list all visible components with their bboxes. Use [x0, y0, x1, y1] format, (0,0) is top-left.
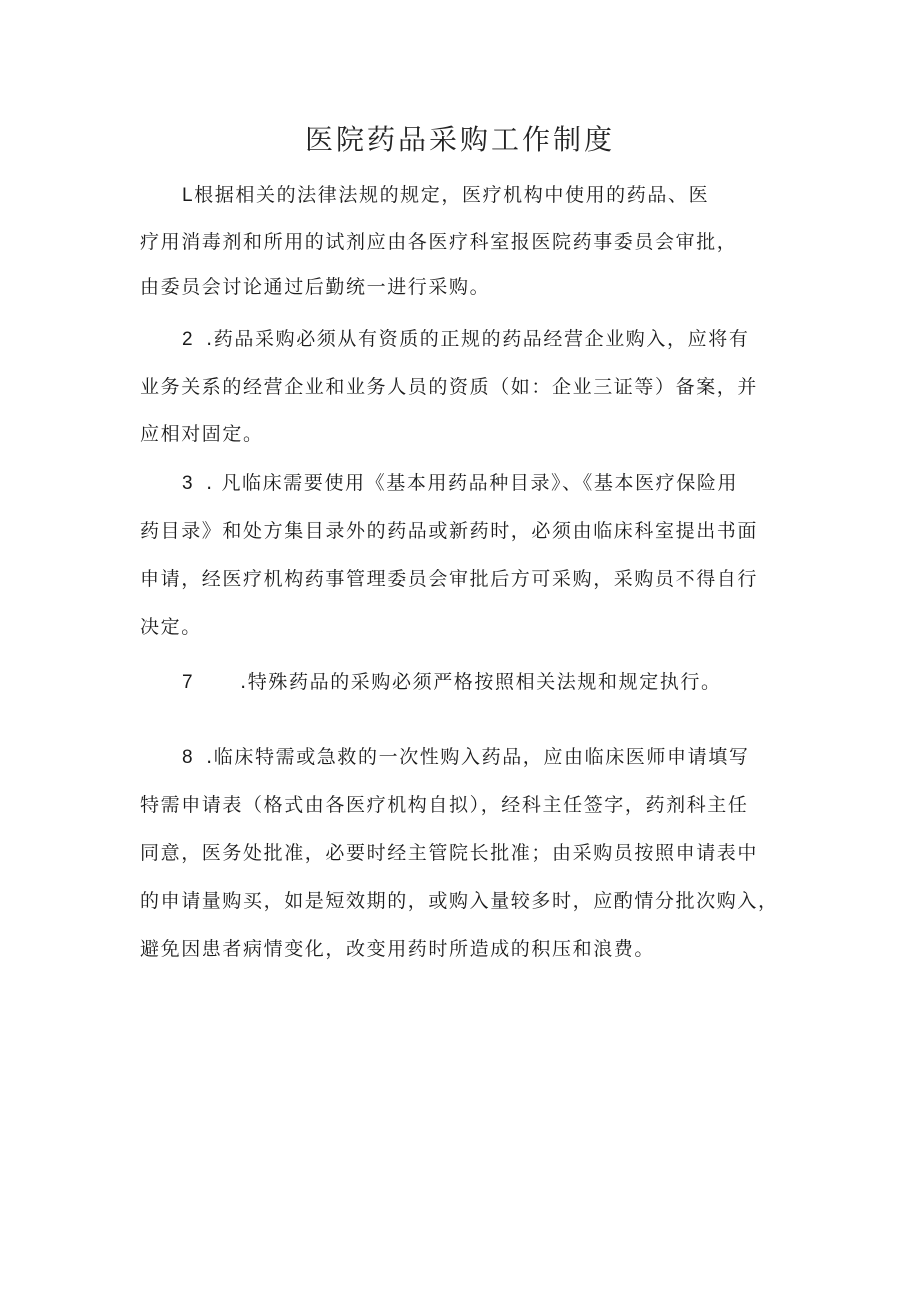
paragraph-1-line-1	[182, 180, 709, 207]
paragraph-7-line-1	[182, 667, 722, 694]
paragraph-3-line-2: 药目录》和处方集目录外的药品或新药时，必须由临床科室提出书面	[140, 520, 759, 542]
paragraph-3-line-1	[182, 468, 738, 495]
paragraph-text: .临床特需或急救的一次性购入药品，应由临床医师申请填写	[206, 746, 750, 768]
item-number: 2	[182, 329, 195, 350]
paragraph-8-line-1	[182, 742, 749, 769]
paragraph-8-line-5: 避免因患者病情变化，改变用药时所造成的积压和浪费。	[140, 938, 656, 960]
paragraph-1-line-2: 疗用消毒剂和所用的试剂应由各医疗科室报医院药事委员会审批，	[140, 231, 738, 253]
paragraph-2-line-2: 业务关系的经营企业和业务人员的资质（如：企业三证等）备案，并	[140, 376, 759, 398]
paragraph-text: .特殊药品的采购必须严格按照相关法规和规定执行。	[240, 671, 722, 693]
paragraph-8-line-2: 特需申请表（格式由各医疗机构自拟），经科主任签字，药剂科主任	[140, 794, 749, 816]
paragraph-text: . 凡临床需要使用《基本用药品种目录》、《基本医疗保险用	[206, 472, 739, 494]
paragraph-3-line-4: 决定。	[140, 616, 202, 638]
paragraph-2-line-1	[182, 324, 749, 351]
document-title: 医院药品采购工作制度	[304, 123, 615, 156]
paragraph-text: .药品采购必须从有资质的正规的药品经营企业购入，应将有	[206, 328, 750, 350]
paragraph-8-line-3: 同意，医务处批准，必要时经主管院长批准；由采购员按照申请表中	[140, 842, 759, 864]
item-number: 3	[182, 473, 195, 494]
paragraph-3-line-3: 申请，经医疗机构药事管理委员会审批后方可采购，采购员不得自行	[140, 568, 759, 590]
paragraph-1-line-3: 由委员会讨论通过后勤统一进行采购。	[140, 276, 491, 298]
item-number: 7	[182, 672, 195, 693]
item-number: 8	[182, 747, 195, 768]
paragraph-2-line-3: 应相对固定。	[140, 423, 264, 445]
paragraph-text: 根据相关的法律法规的规定，医疗机构中使用的药品、医	[194, 184, 710, 206]
item-number: L	[182, 185, 195, 206]
paragraph-8-line-4: 的申请量购买，如是短效期的，或购入量较多时，应酌情分批次购入，	[140, 890, 779, 912]
